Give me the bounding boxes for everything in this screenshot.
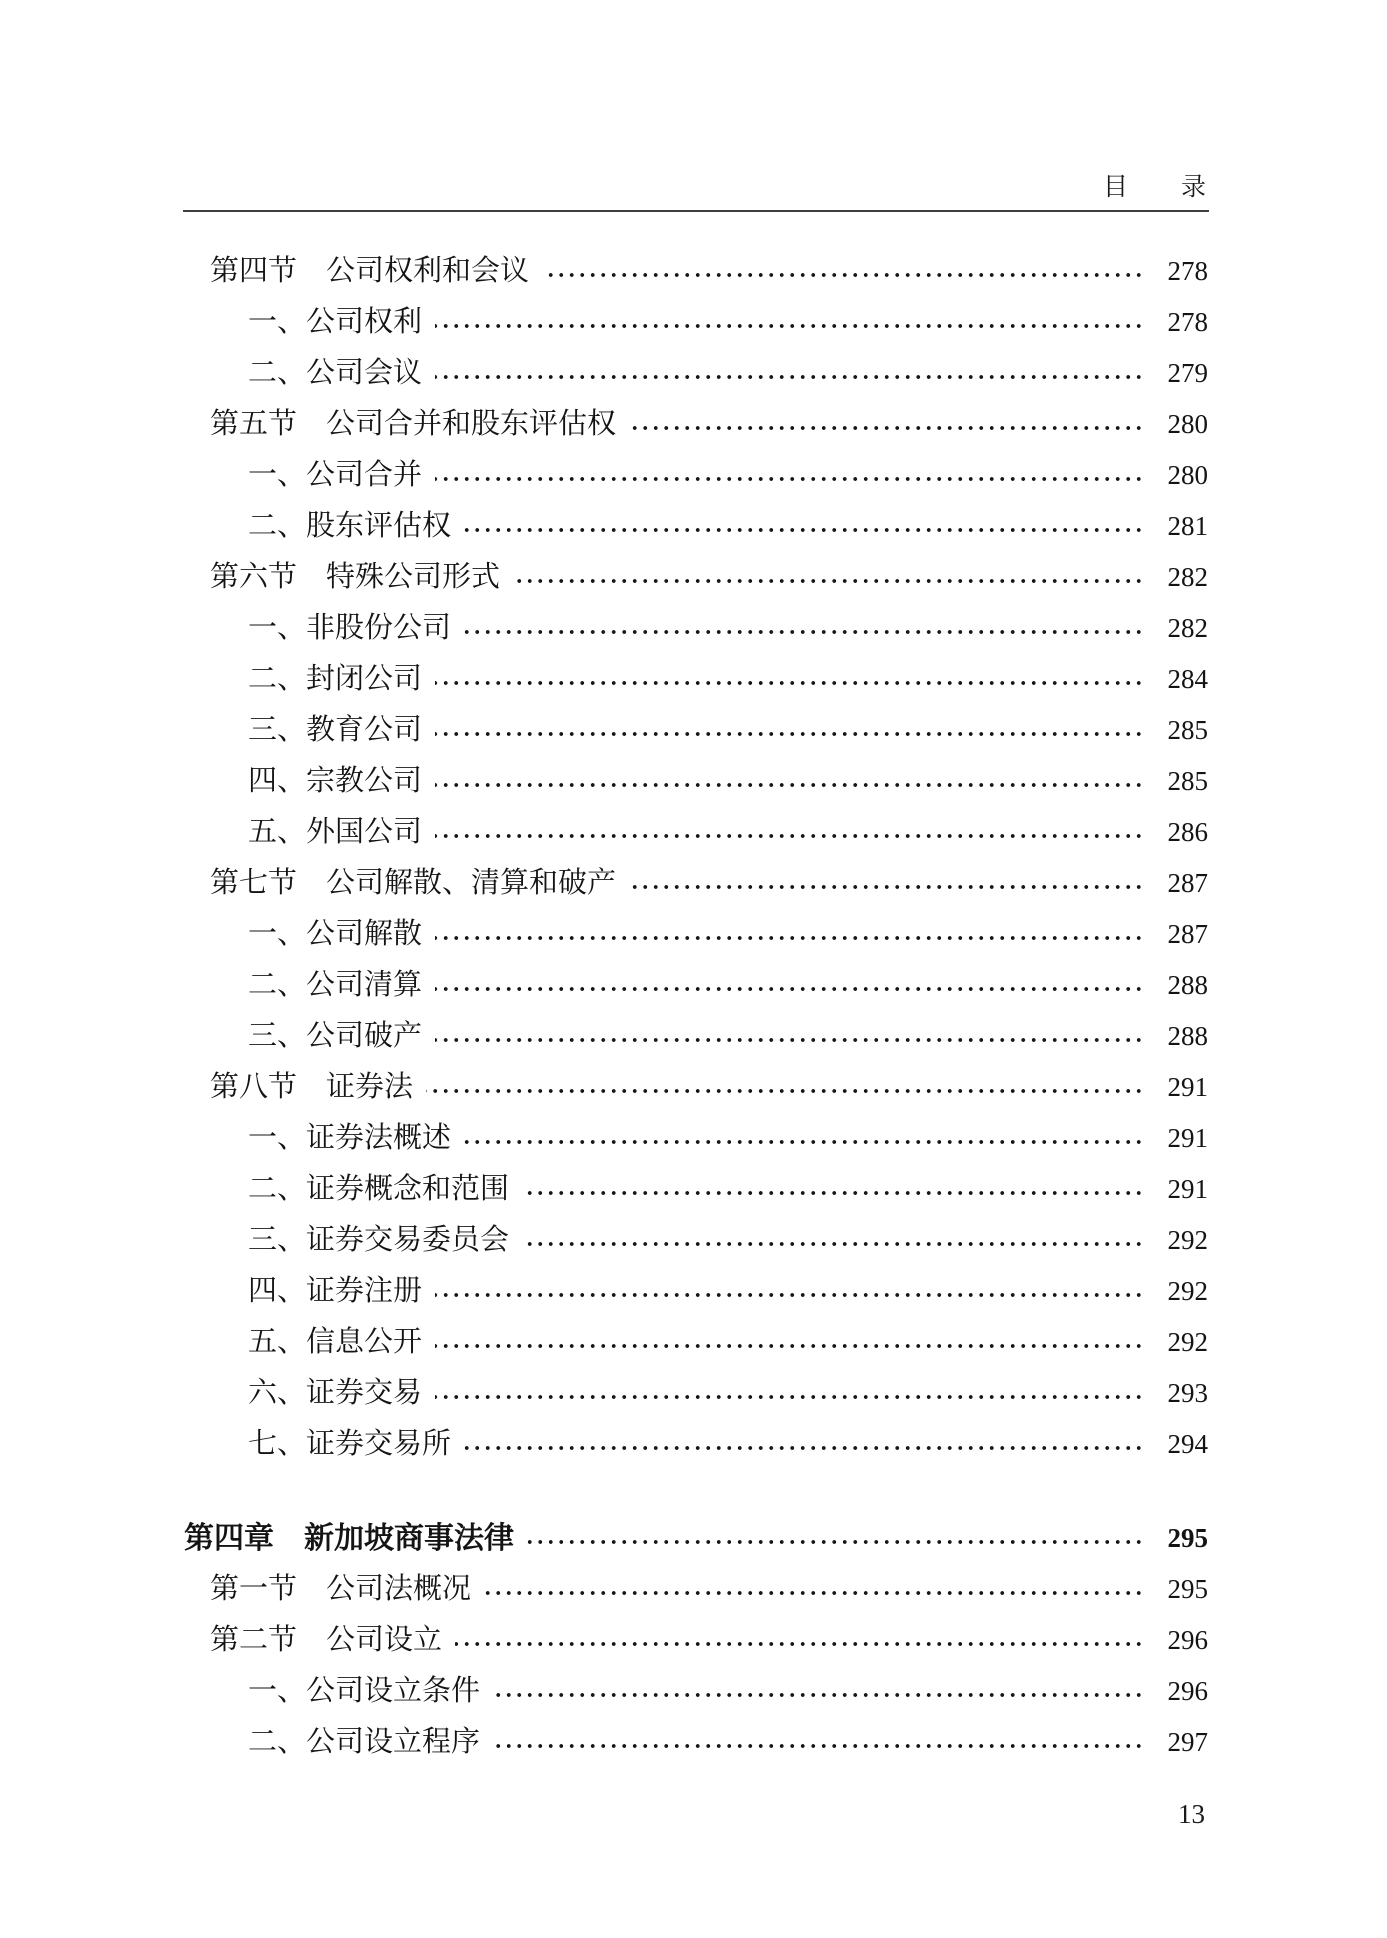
toc-entry-page-number: 292: [1167, 1225, 1208, 1255]
dot-leader: [435, 831, 1144, 841]
toc-entry-label: 二、公司设立程序: [248, 1726, 481, 1758]
toc-entry-label: 一、公司权利: [248, 306, 423, 338]
toc-entry-page-number: 293: [1167, 1378, 1208, 1408]
toc-entry: [0, 1164, 1387, 1215]
toc-entry: [0, 603, 1387, 654]
toc-entry-label: 三、教育公司: [248, 714, 423, 746]
toc-entry-page-number: 292: [1167, 1327, 1208, 1357]
toc-entry-label: 六、证券交易: [248, 1377, 423, 1409]
toc-entry-label: 第一节 公司法概况: [210, 1573, 472, 1605]
toc-entry-page-number: 296: [1167, 1676, 1208, 1706]
toc-entry: [0, 756, 1387, 807]
toc-entry: [0, 399, 1387, 450]
toc-entry: [0, 246, 1387, 297]
toc-entry-label: 五、信息公开: [248, 1326, 423, 1358]
toc-entry: [0, 1215, 1387, 1266]
dot-leader: [435, 1290, 1144, 1300]
dot-leader: [435, 1392, 1144, 1402]
dot-leader: [629, 423, 1144, 433]
toc-entry-page-number: 287: [1167, 868, 1208, 898]
dot-leader: [464, 525, 1144, 535]
dot-leader: [464, 1443, 1144, 1453]
dot-leader: [464, 1137, 1144, 1147]
toc-entry-label: 七、证券交易所: [248, 1428, 452, 1460]
toc-entry: [0, 450, 1387, 501]
toc-entry-page-number: 278: [1167, 256, 1208, 286]
toc-entry-page-number: 291: [1167, 1123, 1208, 1153]
dot-leader: [435, 321, 1144, 331]
dot-leader: [435, 729, 1144, 739]
toc-entry-label: 一、证券法概述: [248, 1122, 452, 1154]
dot-leader: [426, 1086, 1144, 1096]
dot-leader: [435, 984, 1144, 994]
header-rule: [183, 210, 1209, 212]
toc-entry-label: 第七节 公司解散、清算和破产: [210, 867, 617, 899]
toc-entry: [0, 501, 1387, 552]
toc-entry-label: 第五节 公司合并和股东评估权: [210, 408, 617, 440]
toc-entry: [0, 1615, 1387, 1666]
toc-entry: [0, 807, 1387, 858]
dot-leader: [522, 1239, 1144, 1249]
toc-entry-page-number: 282: [1167, 562, 1208, 592]
toc-entry: [0, 1062, 1387, 1113]
toc-entry: [0, 1113, 1387, 1164]
dot-leader: [435, 678, 1144, 688]
toc-entry-label: 二、封闭公司: [248, 663, 423, 695]
toc-entry-page-number: 291: [1167, 1072, 1208, 1102]
toc-entry-page-number: 294: [1167, 1429, 1208, 1459]
toc-entry-page-number: 280: [1167, 460, 1208, 490]
dot-leader: [435, 372, 1144, 382]
toc-entry-label: 三、公司破产: [248, 1020, 423, 1052]
toc-entry: [0, 1513, 1387, 1564]
toc-entry-label: 四、宗教公司: [248, 765, 423, 797]
dot-leader: [435, 1341, 1144, 1351]
toc-entry-label: 二、公司清算: [248, 969, 423, 1001]
dot-leader: [435, 1035, 1144, 1045]
toc-entry: [0, 1564, 1387, 1615]
toc-entry-label: 五、外国公司: [248, 816, 423, 848]
toc-entry-page-number: 279: [1167, 358, 1208, 388]
page-number-footer: 13: [1178, 1799, 1205, 1829]
toc-entry-label: 第二节 公司设立: [210, 1624, 443, 1656]
dot-leader: [527, 1537, 1144, 1547]
toc-entry: [0, 552, 1387, 603]
dot-leader: [513, 576, 1144, 586]
toc-entry-label: 一、公司设立条件: [248, 1675, 481, 1707]
dot-leader: [484, 1588, 1144, 1598]
toc-entry: [0, 960, 1387, 1011]
toc-entry-label: 第八节 证券法: [210, 1071, 414, 1103]
toc-entry-page-number: 286: [1167, 817, 1208, 847]
toc-entry: [0, 858, 1387, 909]
toc-entry-page-number: 295: [1167, 1523, 1208, 1553]
toc-entry-label: 一、公司解散: [248, 918, 423, 950]
toc-entry-page-number: 288: [1167, 1021, 1208, 1051]
toc-entry-page-number: 285: [1167, 766, 1208, 796]
toc-entry-page-number: 296: [1167, 1625, 1208, 1655]
toc-entry-page-number: 280: [1167, 409, 1208, 439]
toc-entry-label: 二、公司会议: [248, 357, 423, 389]
toc-entry-page-number: 297: [1167, 1727, 1208, 1757]
toc-entry: [0, 1419, 1387, 1470]
toc-entry-label: 第四章 新加坡商事法律: [184, 1521, 514, 1555]
toc-entry-label: 一、公司合并: [248, 459, 423, 491]
dot-leader: [464, 627, 1144, 637]
toc-entry: [0, 1266, 1387, 1317]
toc-entry-label: 第四节 公司权利和会议: [210, 255, 530, 287]
toc-entry: [0, 1666, 1387, 1717]
toc-list: [0, 246, 1387, 1768]
toc-entry: [0, 705, 1387, 756]
toc-entry-page-number: 295: [1167, 1574, 1208, 1604]
toc-entry: [0, 1368, 1387, 1419]
dot-leader: [493, 1741, 1144, 1751]
toc-entry-label: 二、证券概念和范围: [248, 1173, 510, 1205]
page-header-title: 目 录: [1102, 174, 1207, 201]
dot-leader: [435, 933, 1144, 943]
toc-entry-page-number: 278: [1167, 307, 1208, 337]
toc-entry-page-number: 288: [1167, 970, 1208, 1000]
toc-entry-page-number: 287: [1167, 919, 1208, 949]
toc-entry-label: 四、证券注册: [248, 1275, 423, 1307]
dot-leader: [629, 882, 1144, 892]
toc-entry-page-number: 281: [1167, 511, 1208, 541]
dot-leader: [522, 1188, 1144, 1198]
toc-entry: [0, 1717, 1387, 1768]
toc-entry-label: 第六节 特殊公司形式: [210, 561, 501, 593]
toc-entry-label: 三、证券交易委员会: [248, 1224, 510, 1256]
toc-entry: [0, 1011, 1387, 1062]
dot-leader: [435, 474, 1144, 484]
toc-entry-page-number: 282: [1167, 613, 1208, 643]
toc-entry: [0, 1317, 1387, 1368]
toc-entry: [0, 297, 1387, 348]
toc-entry-label: 二、股东评估权: [248, 510, 452, 542]
dot-leader: [542, 270, 1144, 280]
dot-leader: [493, 1690, 1144, 1700]
toc-entry-page-number: 291: [1167, 1174, 1208, 1204]
dot-leader: [435, 780, 1144, 790]
toc-entry-page-number: 284: [1167, 664, 1208, 694]
toc-entry: [0, 654, 1387, 705]
toc-entry: [0, 909, 1387, 960]
toc-entry-label: 一、非股份公司: [248, 612, 452, 644]
dot-leader: [455, 1639, 1144, 1649]
toc-entry: [0, 348, 1387, 399]
toc-entry-page-number: 285: [1167, 715, 1208, 745]
toc-entry-page-number: 292: [1167, 1276, 1208, 1306]
